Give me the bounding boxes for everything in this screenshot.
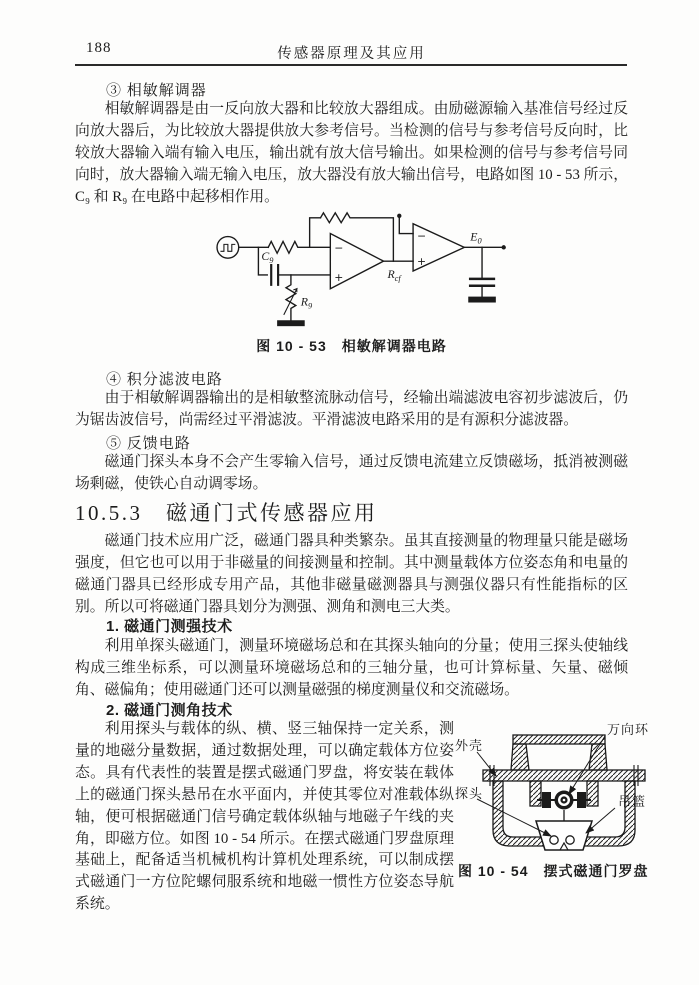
paragraph-sub1: 利用单探头磁通门，测量环境磁场总和在其探头轴向的分量；使用三探头使轴线构成三维坐标系，可以测量环境磁场总和的三轴分量，也可计算标量、矢量、磁倾角、磁偏角；使用磁通门还可以测量磁强的梯度测量仪和交流磁场。 <box>75 638 628 699</box>
subheading-1: 1. 磁通门测强技术 <box>106 618 233 635</box>
ground-symbol-left <box>277 320 305 326</box>
paragraph-item3: 相敏解调器是由一反向放大器和比较放大器组成。由励磁源输入基准信号经过反向放大器后，为比较放大器提供放大参考信号。当检测的信号与参考信号反向时，比较放大器输入端有输入电压，输出就有放大信号输出。如果检测的信号与参考信号同向时，放大器输入端无输入电压，放大器没有放大输出信号，电路如图 10 - 53 所示，C₉ 和 R₉ 在电路中起移相作用。 <box>75 101 628 206</box>
cap-top <box>513 735 605 744</box>
heading-item3: ③ 相敏解调器 <box>106 83 207 99</box>
paragraph-sub2: 利用探头与载体的纵、横、竖三轴保持一定关系，测量的地磁分量数据，通过数据处理，可以确定载体方位姿态。具有代表性的装置是摆式磁通门罗盘，将安装在载体上的磁通门探头悬吊在水平面内，并使其零位对准载体纵轴，便可根据磁通门信号确定载体纵轴与地磁子午线的夹角，即磁方位。如图 10 - 54 所示。在摆式磁通门罗盘原理基础上，配备适当机械机构计算机处理系统，可以制成摆式磁通门一方位陀螺伺服系统和地磁一惯性方位姿态导航系统。 <box>75 721 454 913</box>
page-number: 188 <box>86 40 112 56</box>
paragraph-item5: 磁通门探头本身不会产生零输入信号，通过反馈电流建立反馈磁场，抵消被测磁场剩磁，使铁心自动调零场。 <box>75 454 628 493</box>
figure-10-53-circuit <box>183 204 521 337</box>
capacitor-c9 <box>271 265 278 285</box>
subheading-2: 2. 磁通门测角技术 <box>106 702 233 719</box>
label-c9: $C_9$ <box>261 249 274 266</box>
flange-lid <box>483 770 645 781</box>
label-outer-shell: 外壳 <box>455 738 484 753</box>
figure-10-53-caption: 图 10 - 53 相敏解调器电路 <box>256 338 447 354</box>
label-basket: 吊篮 <box>618 794 647 809</box>
gimbal-center-dot <box>563 799 566 802</box>
section-intro-paragraph: 磁通门技术应用广泛，磁通门器具种类繁杂。虽其直接测量的物理量只能是磁场强度，但它也可以用于非磁量的间接测量和控制。其中测量载体方位姿态角和电量的磁通门器具已经形成专用产品，其他非磁量磁测器具与测强仪器只有性能指标的区别。所以可将磁通门器具划分为测强、测角和测电三大类。 <box>75 533 628 616</box>
basket <box>536 821 592 850</box>
label-r9: $R_9$ <box>300 294 313 311</box>
opamp1-plus-sign: + <box>334 270 344 284</box>
inner-post-left <box>530 781 541 806</box>
ground-symbol-right <box>468 297 496 303</box>
label-probe: 探头 <box>455 786 484 801</box>
heading-item5: ⑤ 反馈电路 <box>106 436 191 452</box>
output-terminal-dot <box>502 245 506 249</box>
feedback-resistor <box>320 213 393 261</box>
figure-10-54-compass <box>453 720 697 860</box>
running-title: 传感器原理及其应用 <box>277 46 426 62</box>
label-gimbal-ring: 万向环 <box>607 722 650 737</box>
phase-sensitive-demodulator-circuit-drawing <box>183 204 521 337</box>
cap-left-wall <box>511 744 529 770</box>
heading-item4: ④ 积分滤波电路 <box>106 372 223 388</box>
paragraph-item4: 由于相敏解调器输出的是相敏整流脉动信号，经输出端滤波电容初步滤波后，仍为锯齿波信号，尚需经过平滑滤波。平滑滤波电路采用的是有源积分滤波器。 <box>75 390 628 429</box>
section-heading-10-5-3: 10.5.3 磁通门式传感器应用 <box>75 501 378 525</box>
reference-terminal-dot <box>397 214 401 218</box>
header-rule <box>75 64 627 66</box>
figure-10-54-caption: 图 10 - 54 摆式磁通门罗盘 <box>458 863 649 879</box>
gimbal-clamp-left <box>542 792 551 808</box>
label-rcf: $R_{cf}$ <box>387 266 401 283</box>
square-wave-glyph <box>221 244 235 251</box>
output-capacitor <box>470 279 494 286</box>
label-e0: $E_0$ <box>470 229 482 246</box>
input-resistor <box>268 241 330 253</box>
opamp2-plus-sign: + <box>417 255 427 269</box>
opamp2-minus-sign: − <box>417 229 427 243</box>
opamp1-minus-sign: − <box>334 241 344 255</box>
variable-resistor-r9 <box>286 275 296 320</box>
gimbal-clamp-right <box>577 792 586 808</box>
inner-post-right <box>587 781 598 806</box>
pendulum-fluxgate-compass-drawing <box>453 720 697 860</box>
